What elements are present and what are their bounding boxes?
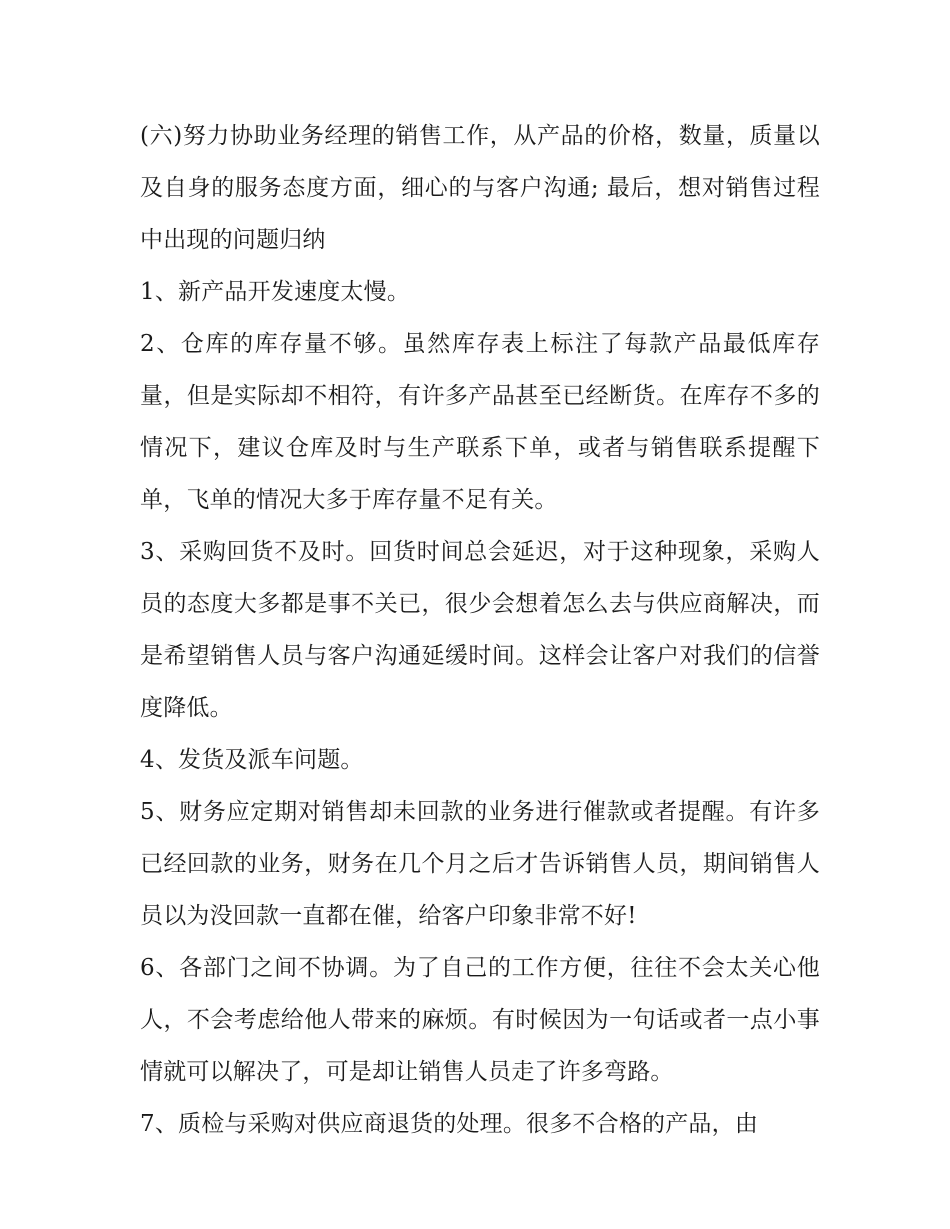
- paragraph-item-6: 6、各部门之间不协调。为了自己的工作方便，往往不会太关心他人，不会考虑给他人带来的麻烦。有时候因为一句话或者一点小事情就可以解决了，可是却让销售人员走了许多弯路。: [140, 955, 820, 1085]
- paragraph-item-1: 1、新产品开发速度太慢。: [140, 279, 411, 305]
- paragraph-intro: (六)努力协助业务经理的销售工作，从产品的价格，数量，质量以及自身的服务态度方面，细心的与客户沟通; 最后，想对销售过程中出现的问题归纳: [140, 123, 820, 253]
- document-body: [140, 110, 820, 1150]
- paragraph-item-2: 2、仓库的库存量不够。虽然库存表上标注了每款产品最低库存量，但是实际却不相符，有许多产品甚至已经断货。在库存不多的情况下，建议仓库及时与生产联系下单，或者与销售联系提醒下单，飞单的情况大多于库存量不足有关。: [140, 331, 820, 513]
- paragraph-item-4: 4、发货及派车问题。: [140, 747, 364, 773]
- paragraph-item-3: 3、采购回货不及时。回货时间总会延迟，对于这种现象，采购人员的态度大多都是事不关已，很少会想着怎么去与供应商解决，而是希望销售人员与客户沟通延缓时间。这样会让客户对我们的信誉度降低。: [140, 539, 820, 721]
- paragraph-item-5: 5、财务应定期对销售却未回款的业务进行催款或者提醒。有许多已经回款的业务，财务在几个月之后才告诉销售人员，期间销售人员以为没回款一直都在催，给客户印象非常不好!: [140, 799, 820, 929]
- paragraph-item-7: 7、质检与采购对供应商退货的处理。很多不合格的产品，由: [140, 1111, 759, 1137]
